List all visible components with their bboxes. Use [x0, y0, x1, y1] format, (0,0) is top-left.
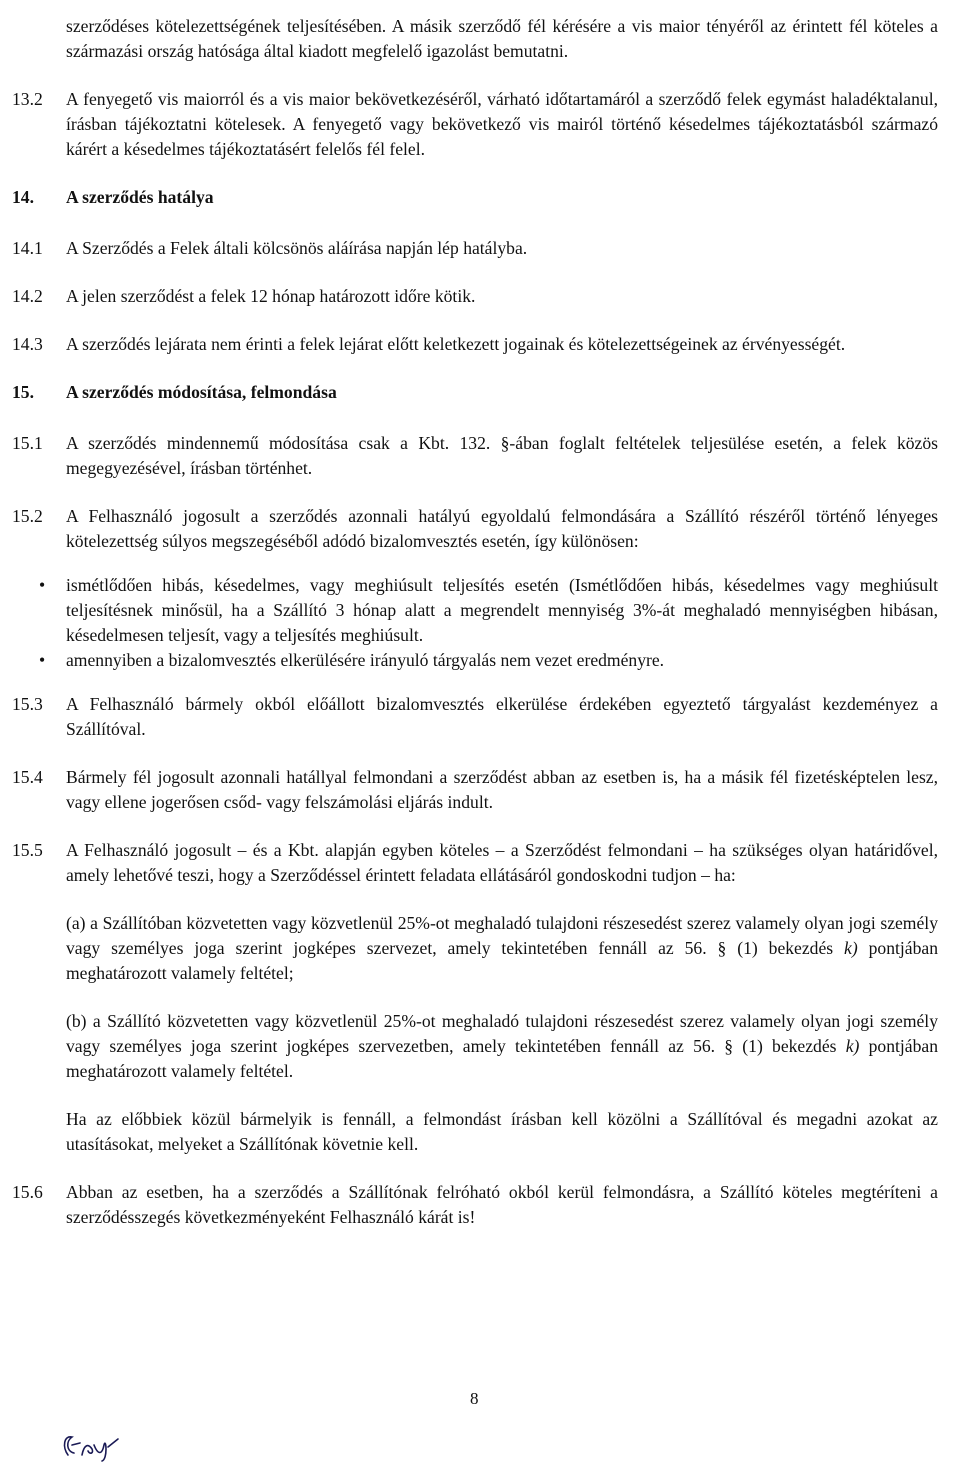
section-text: A Szerződés a Felek általi kölcsönös aláírása napján lép hatályba. — [66, 238, 528, 258]
list-item-text: amennyiben a bizalomvesztés elkerülésére irányuló tárgyalás nem vezet eredményre. — [66, 650, 665, 670]
intro-paragraph: szerződéses kötelezettségének teljesítésében. A másik szerződő fél kérésére a vis maior tényéről az érintett fél köteles a származási ország hatósága által kiadott megfelelő igazolást bemutatni. — [66, 16, 938, 61]
list-item — [39, 573, 938, 648]
heading-number: 14. — [12, 187, 34, 207]
subclause-b — [66, 1009, 938, 1084]
section-text: A Felhasználó bármely okból előállott bizalomvesztés elkerülése érdekében egyeztető tárgyalást kezdeményez a Szállítóval. — [66, 694, 938, 739]
section-15-2 — [12, 504, 938, 554]
section-number: 15.4 — [12, 767, 43, 787]
heading-14 — [12, 185, 938, 210]
bullet-list — [39, 573, 938, 673]
section-15-6 — [12, 1180, 938, 1230]
subclause-a-text-end: pontjában meghatározott valamely feltétel; — [66, 938, 939, 983]
subclause-b-point: k) — [845, 1036, 860, 1056]
section-text: A Felhasználó jogosult a szerződés azonnali hatályú egyoldalú felmondására a Szállító részéről történő lényeges kötelezettség súlyos megszegéséből adódó bizalomvesztés esetén, így különösen: — [66, 506, 938, 551]
subclause-a — [66, 911, 938, 986]
section-number: 14.3 — [12, 334, 43, 354]
subclause-a-point: k) — [844, 938, 858, 958]
section-15-1 — [12, 431, 938, 481]
page-number: 8 — [470, 1389, 479, 1408]
section-text: A szerződés lejárata nem érinti a felek lejárat előtt keletkezett jogainak és kötelezettségeinek az érvényességét. — [66, 334, 846, 354]
section-text: Bármely fél jogosult azonnali hatállyal felmondani a szerződést abban az esetben is, ha a másik fél fizetésképtelen lesz, vagy ellene jogerősen csőd- vagy felszámolási eljárás indult. — [66, 767, 938, 812]
section-number: 15.6 — [12, 1182, 43, 1202]
section-number: 13.2 — [12, 89, 43, 109]
section-text: A jelen szerződést a felek 12 hónap határozott időre kötik. — [66, 286, 476, 306]
heading-title: A szerződés hatálya — [66, 187, 214, 207]
section-14-3 — [12, 332, 938, 357]
section-number: 14.2 — [12, 286, 43, 306]
section-15-4 — [12, 765, 938, 815]
subclause-b-text: (b) a Szállító közvetetten vagy közvetlenül 25%-ot meghaladó tulajdoni részesedést szerez valamely olyan jogi személy vagy személyes joga szerint jogképes szervezetben, amely tekintetében fennáll az 56. § (1) bekezdés — [66, 1011, 938, 1056]
bullet-icon: • — [39, 650, 46, 670]
subclause-b-text-end: pontjában meghatározott valamely feltétel. — [66, 1036, 939, 1081]
document-page — [12, 14, 939, 1253]
section-number: 15.5 — [12, 840, 43, 860]
list-item-text: ismétlődően hibás, késedelmes, vagy meghiúsult teljesítés esetén (Ismétlődően hibás, késedelmes vagy meghiúsult teljesítésnek minősül, ha a Szállító 3 hónap alatt a megrendelt mennyiség 3%-át meghaladó mennyiségben hibásan, késedelmesen teljesít, vagy a teljesítés meghiúsult. — [66, 575, 938, 645]
section-number: 15.3 — [12, 694, 43, 714]
section-number: 14.1 — [12, 238, 43, 258]
heading-title: A szerződés módosítása, felmondása — [66, 382, 337, 402]
section-text: A fenyegető vis maiorról és a vis maior bekövetkezéséről, várható időtartamáról a szerződő felek egymást haladéktalanul, írásban tájékoztatni kötelesek. A fenyegető vagy bekövetkező vis mairól történő késedelmes tájékoztatásból származó kárért a késedelmes tájékoztatásért felelős fél felel. — [66, 89, 938, 159]
heading-15 — [12, 380, 938, 405]
bullet-icon: • — [39, 575, 46, 595]
section-15-3 — [12, 692, 938, 742]
subclause-note: Ha az előbbiek közül bármelyik is fennáll, a felmondást írásban kell közölni a Szállítóval és megadni azokat az utasításokat, melyeket a Szállítónak követnie kell. — [66, 1109, 938, 1154]
section-15-5 — [12, 838, 938, 888]
subclause-a-text: (a) a Szállítóban közvetetten vagy közvetlenül 25%-ot meghaladó tulajdoni részesedést szerez valamely olyan jogi személy vagy személyes joga szerint jogképes szervezet, amely tekintetében fennáll az 56. § (1) bekezdés — [66, 913, 938, 958]
section-number: 15.1 — [12, 433, 43, 453]
section-13-2 — [12, 87, 938, 162]
section-14-1 — [12, 236, 938, 261]
section-text: Abban az esetben, ha a szerződés a Szállítónak felróható okból kerül felmondásra, a Szállító köteles megtéríteni a szerződésszegés következményeként Felhasználó kárát is! — [66, 1182, 938, 1227]
list-item — [39, 648, 938, 673]
section-14-2 — [12, 284, 938, 309]
section-text: A Felhasználó jogosult – és a Kbt. alapján egyben köteles – a Szerződést felmondani – ha szükséges olyan határidővel, amely lehetővé teszi, hogy a Szerződéssel érintett feladata ellátásáról gondoskodni tudjon – ha: — [66, 840, 938, 885]
section-number: 15.2 — [12, 506, 43, 526]
heading-number: 15. — [12, 382, 34, 402]
signature-initials — [58, 1425, 128, 1463]
section-text: A szerződés mindennemű módosítása csak a Kbt. 132. §-ában foglalt feltételek teljesülése esetén, a felek közös megegyezésével, írásban történhet. — [66, 433, 938, 478]
